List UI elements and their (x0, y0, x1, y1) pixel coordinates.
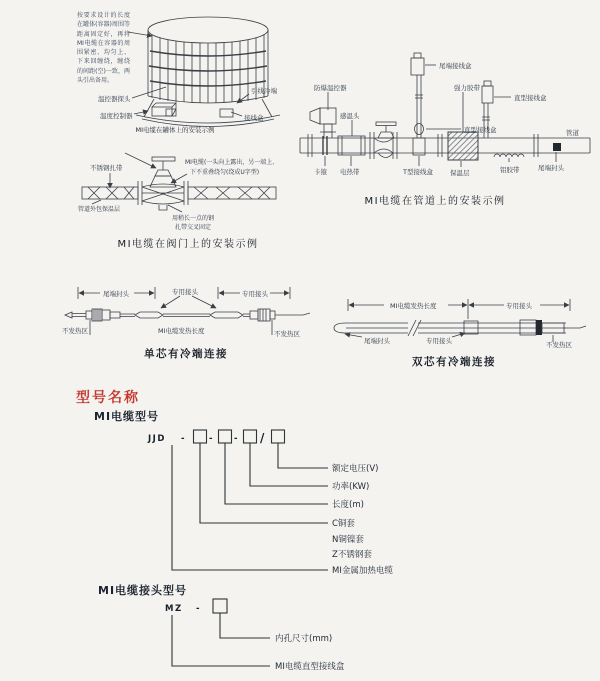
label-bore-size: 内孔尺寸(mm) (275, 634, 333, 644)
single-core-caption: 单芯有冷端连接 (144, 348, 228, 360)
label-length: 长度(m) (332, 500, 364, 510)
valve-installation-diagram (72, 143, 302, 255)
tank-caption: MI电缆在罐体上的安装示例 (135, 126, 215, 134)
tank-installation-diagram (70, 4, 300, 144)
label-aluminum-tape: 铝胶带 (500, 166, 520, 174)
label-tail-seal: 尾端封头 (103, 290, 129, 298)
dash-3: - (234, 434, 240, 444)
label-heating-length: MI电缆发热长度 (390, 302, 437, 310)
model-box-2 (219, 430, 232, 443)
joint-dash: - (196, 604, 202, 614)
label-clamp: 卡箍 (314, 168, 327, 176)
label-insulation: 保温层 (450, 169, 470, 177)
joint-model-box (213, 599, 227, 613)
dual-core-caption: 双芯有冷端连接 (412, 356, 496, 368)
label-fix-note-1: 用稍长一点的钢 (172, 215, 215, 222)
label-cable-note-1: MI电缆(一头向上露出，另一端上、 (185, 159, 279, 166)
label-tail-seal: 尾端封头 (538, 164, 564, 172)
label-controller: 温度控制器 (100, 112, 133, 120)
dual-core-dimensions (348, 299, 570, 319)
slash: / (260, 431, 266, 445)
label-joint-right: 专用接头 (242, 290, 268, 298)
model-box-4 (272, 430, 285, 443)
explosion-proof-thermostat-device (310, 102, 336, 138)
label-tail-junction-box: 尾端接线盒 (439, 62, 472, 70)
joint-model-code-diagram (70, 596, 490, 681)
label-fix-note-2: 扎带交叉固定 (175, 224, 212, 231)
cable-model-title: MI电缆型号 (94, 410, 160, 423)
label-sheath-n: N铜镍套 (332, 535, 364, 545)
joint-model-prefix: MZ (165, 604, 183, 614)
label-junction-box: 接线盒 (244, 114, 264, 122)
insulation-section (448, 132, 478, 160)
label-straight-box-mid: 直型接线盒 (464, 126, 497, 134)
cable-model-prefix: JJD (148, 434, 166, 444)
temperature-controller-box (152, 103, 176, 116)
label-tail-seal: 尾端封头 (364, 337, 390, 345)
cable-model-code-diagram (70, 425, 490, 585)
model-box-3 (244, 430, 257, 443)
label-heating-tape: 电热带 (340, 168, 360, 176)
single-core-diagram (58, 278, 313, 363)
label-no-heat-right: 不发热区 (274, 330, 300, 338)
dash-1: - (181, 434, 187, 444)
label-sheath-z: Z不锈钢套 (332, 550, 372, 560)
label-explosion-proof-thermostat: 防爆温控器 (314, 84, 347, 92)
label-joint-mid: 专用接头 (426, 337, 452, 345)
model-section-heading: 型号名称 (76, 390, 140, 406)
label-cold-lead: 引线冷端 (251, 87, 277, 95)
dual-core-diagram (328, 283, 595, 378)
label-cable-note-2: 下不重叠绕匀(绕成U字型) (190, 169, 260, 176)
label-pipe: 管道 (566, 129, 579, 137)
tank-drawing (128, 17, 280, 127)
pipe-caption: MI电缆在管道上的安装示例 (364, 196, 506, 207)
tail-seal-plug (553, 143, 561, 151)
label-sheath-c: C铜套 (332, 519, 355, 529)
label-straight-box-top: 直型接线盒 (514, 94, 547, 102)
label-no-heat-left: 不发热区 (62, 327, 88, 335)
joint-model-title: MI电缆接头型号 (98, 584, 188, 597)
model-box-1 (194, 430, 207, 443)
label-straight-junction-box: MI电缆直型接线盒 (275, 662, 345, 672)
label-strong-tape: 强力胶带 (454, 84, 480, 92)
label-pipe-insulation: 管道外包保温层 (78, 206, 121, 213)
label-heating-length: MI电缆发热长度 (158, 327, 205, 335)
label-rated-voltage: 额定电压(V) (332, 464, 379, 474)
pipe-valve (370, 122, 397, 159)
tank-instruction-note: 按要求设计的长度在罐体(容器)周围等距离固定好，再将MI电缆在容器的周围紧密、均匀上、下来回缠绕，缠绕的间距(空)一致，两头引出备用。 (77, 12, 130, 85)
valve-caption: MI电缆在阀门上的安装示例 (117, 239, 259, 250)
dash-2: - (209, 434, 215, 444)
label-joint-top: 专用接头 (506, 302, 532, 310)
label-joint-mid: 专用接头 (172, 288, 198, 296)
label-no-heat: 不发热区 (546, 341, 572, 349)
label-mi-heating-cable: MI金属加热电缆 (332, 566, 393, 576)
label-temp-sensor: 感温头 (340, 112, 360, 120)
label-steel-tie: 不锈钢扎带 (90, 164, 123, 172)
label-probe: 温控器探头 (98, 95, 131, 103)
label-t-junction-box: T型接线盒 (403, 168, 433, 176)
label-power: 功率(KW) (332, 482, 370, 492)
pipe-installation-diagram (298, 48, 598, 213)
